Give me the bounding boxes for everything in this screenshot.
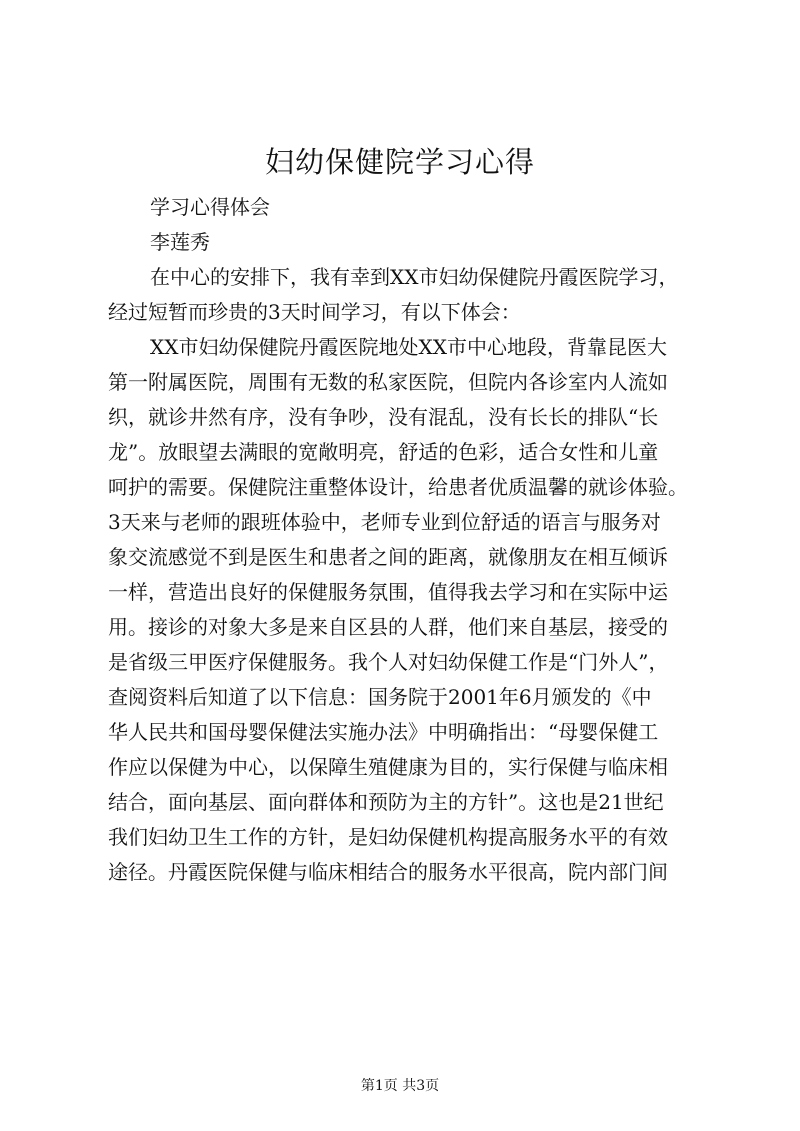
document-title: 妇幼保健院学习心得 — [264, 145, 535, 179]
paragraph-line: 经过短暂而珍贵的3天时间学习，有以下体会： — [108, 300, 521, 324]
paragraph-line: 龙”。放眼望去满眼的宽敞明亮，舒适的色彩，适合女性和儿童 — [108, 440, 659, 464]
paragraph-line: 查阅资料后知道了以下信息：国务院于2001年6月颁发的《中 — [108, 685, 652, 709]
subtitle-line: 学习心得体会 — [150, 195, 270, 219]
paragraph-line: 第一附属医院，周围有无数的私家医院，但院内各诊室内人流如 — [108, 370, 668, 394]
paragraph-line: 织，就诊井然有序，没有争吵，没有混乱，没有长长的排队“长 — [108, 405, 659, 429]
document-body — [108, 190, 708, 890]
author-line: 李莲秀 — [150, 230, 210, 254]
paragraph-line: 象交流感觉不到是医生和患者之间的距离，就像朋友在相互倾诉 — [108, 545, 668, 569]
paragraph-line: 用。接诊的对象大多是来自区县的人群，他们来自基层，接受的 — [108, 615, 668, 639]
paragraph-line: 途径。丹霞医院保健与临床相结合的服务水平很高，院内部门间 — [108, 860, 668, 884]
paragraph-line: 一样，营造出良好的保健服务氛围，值得我去学习和在实际中运 — [108, 580, 668, 604]
paragraph-line: 结合，面向基层、面向群体和预防为主的方针”。这也是21世纪 — [108, 790, 664, 814]
paragraph-line: 3天来与老师的跟班体验中，老师专业到位舒适的语言与服务对 — [108, 510, 661, 534]
paragraph-line: 作应以保健为中心，以保障生殖健康为目的，实行保健与临床相 — [108, 755, 668, 779]
paragraph-line: 是省级三甲医疗保健服务。我个人对妇幼保健工作是“门外人”， — [108, 650, 669, 674]
paragraph-line: XX市妇幼保健院丹霞医院地处XX市中心地段，背靠昆医大 — [150, 335, 667, 359]
paragraph-line: 我们妇幼卫生工作的方针，是妇幼保健机构提高服务水平的有效 — [108, 825, 668, 849]
paragraph-line: 在中心的安排下，我有幸到XX市妇幼保健院丹霞医院学习， — [150, 265, 679, 289]
paragraph-line: 呵护的需要。保健院注重整体设计，给患者优质温馨的就诊体验。 — [108, 475, 688, 499]
paragraph-line: 华人民共和国母婴保健法实施办法》中明确指出：“母婴保健工 — [108, 720, 659, 744]
page-footer: 第1页 共3页 — [360, 1078, 440, 1094]
